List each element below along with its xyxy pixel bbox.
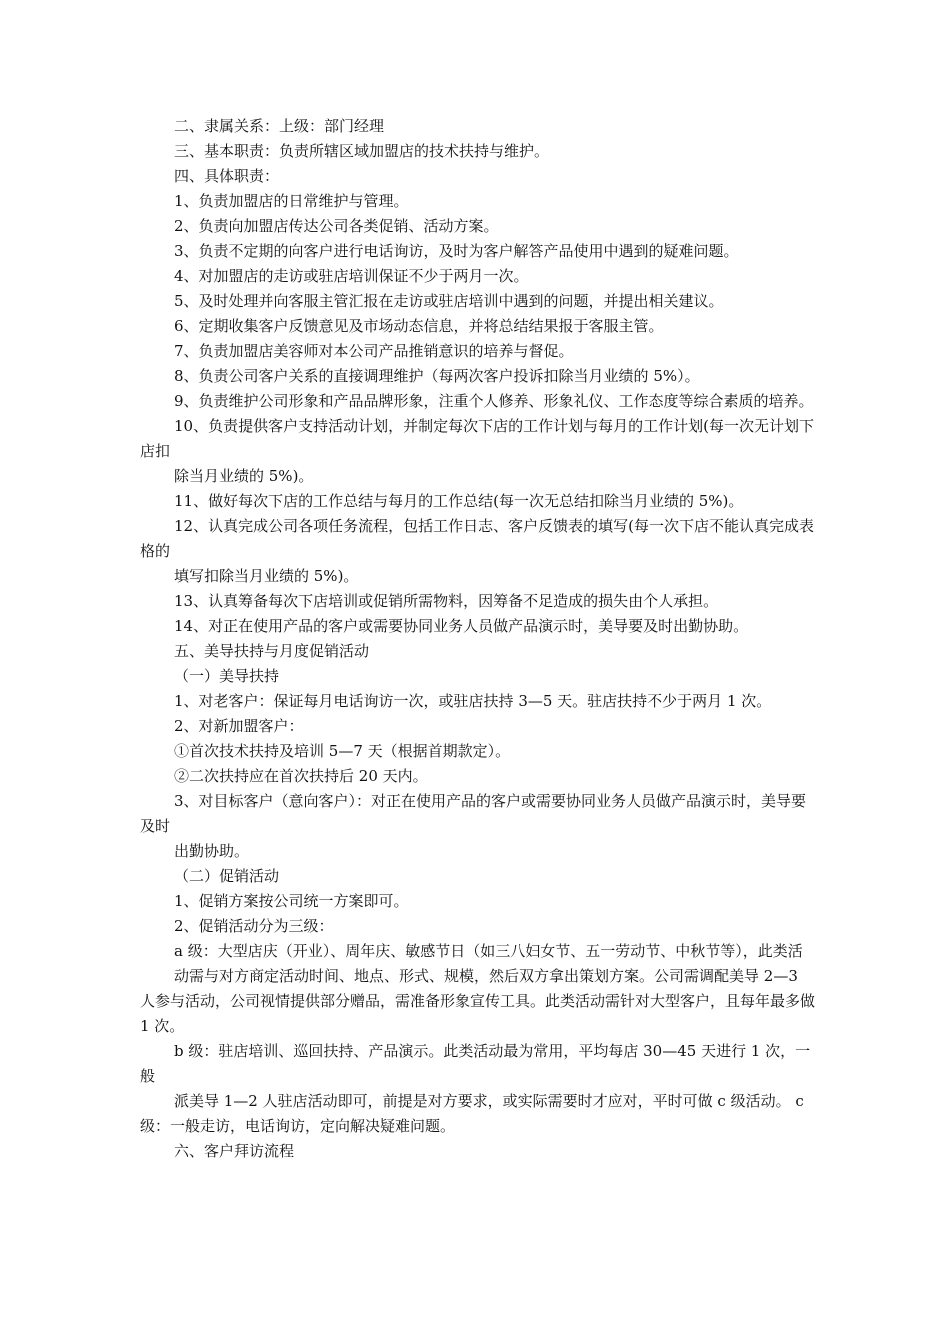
promotion-level-b: b 级：驻店培训、巡回扶持、产品演示。此类活动最为常用，平均每店 30—45 天进行 1 次，一般 — [140, 1042, 811, 1085]
duty-item: 3、负责不定期的向客户进行电话询访，及时为客户解答产品使用中遇到的疑难问题。 — [174, 242, 739, 260]
promotion-level-a-continuation: 动需与对方商定活动时间、地点、形式、规模，然后双方拿出策划方案。公司需调配美导 2—3 人参与活动，公司视情提供部分赠品，需准备形象宣传工具。此类活动需针对大型客户，且每年最多做 1 次。 — [140, 967, 816, 1035]
support-item: 1、对老客户：保证每月电话询访一次，或驻店扶持 3—5 天。驻店扶持不少于两月 1 次。 — [174, 692, 772, 710]
section-heading-basic-duties: 三、基本职责：负责所辖区域加盟店的技术扶持与维护。 — [174, 142, 550, 160]
duty-item: 13、认真筹备每次下店培训或促销所需物料，因筹备不足造成的损失由个人承担。 — [174, 592, 719, 610]
promotion-level-a: a 级：大型店庆（开业）、周年庆、敏感节日（如三八妇女节、五一劳动节、中秋节等），此类活 — [174, 942, 803, 960]
duty-item: 2、负责向加盟店传达公司各类促销、活动方案。 — [174, 217, 499, 235]
duty-item: 8、负责公司客户关系的直接调理维护（每两次客户投诉扣除当月业绩的 5%）。 — [174, 367, 700, 385]
duty-item: 12、认真完成公司各项任务流程，包括工作日志、客户反馈表的填写(每一次下店不能认真完成表格的 — [140, 517, 814, 560]
support-item-continuation: 出勤协助。 — [174, 842, 250, 860]
duty-item-continuation: 除当月业绩的 5%)。 — [174, 467, 314, 485]
duty-item-continuation: 填写扣除当月业绩的 5%)。 — [174, 567, 359, 585]
duty-item: 4、对加盟店的走访或驻店培训保证不少于两月一次。 — [174, 267, 529, 285]
support-item: 3、对目标客户（意向客户）：对正在使用产品的客户或需要协同业务人员做产品演示时，美导要及时 — [140, 792, 807, 835]
support-subitem: ①首次技术扶持及培训 5—7 天（根据首期款定）。 — [174, 742, 511, 760]
section-heading-visit-process: 六、客户拜访流程 — [174, 1142, 295, 1160]
promotion-level-b-continuation: 派美导 1—2 人驻店活动即可，前提是对方要求，或实际需要时才应对，平时可做 c 级活动。 c 级：一般走访，电话询访，定向解决疑难问题。 — [140, 1092, 804, 1135]
section-heading-reporting: 二、隶属关系：上级：部门经理 — [174, 117, 385, 135]
subsection-heading-support: （一）美导扶持 — [174, 667, 280, 685]
section-heading-support-promotion: 五、美导扶持与月度促销活动 — [174, 642, 370, 660]
promotion-item: 1、促销方案按公司统一方案即可。 — [174, 892, 409, 910]
support-subitem: ②二次扶持应在首次扶持后 20 天内。 — [174, 767, 428, 785]
duty-item: 9、负责维护公司形象和产品品牌形象，注重个人修养、形象礼仪、工作态度等综合素质的培养。 — [174, 392, 814, 410]
duty-item: 10、负责提供客户支持活动计划，并制定每次下店的工作计划与每月的工作计划(每一次无计划下店扣 — [140, 417, 814, 460]
duty-item: 1、负责加盟店的日常维护与管理。 — [174, 192, 409, 210]
duty-item: 5、及时处理并向客服主管汇报在走访或驻店培训中遇到的问题，并提出相关建议。 — [174, 292, 724, 310]
promotion-item: 2、促销活动分为三级： — [174, 917, 334, 935]
section-heading-specific-duties: 四、具体职责： — [174, 167, 280, 185]
subsection-heading-promotion: （二）促销活动 — [174, 867, 280, 885]
document-body — [140, 114, 816, 1164]
duty-item: 11、做好每次下店的工作总结与每月的工作总结(每一次无总结扣除当月业绩的 5%)。 — [174, 492, 744, 510]
duty-item: 6、定期收集客户反馈意见及市场动态信息，并将总结结果报于客服主管。 — [174, 317, 664, 335]
duty-item: 7、负责加盟店美容师对本公司产品推销意识的培养与督促。 — [174, 342, 574, 360]
duty-item: 14、对正在使用产品的客户或需要协同业务人员做产品演示时，美导要及时出勤协助。 — [174, 617, 749, 635]
support-item: 2、对新加盟客户： — [174, 717, 304, 735]
